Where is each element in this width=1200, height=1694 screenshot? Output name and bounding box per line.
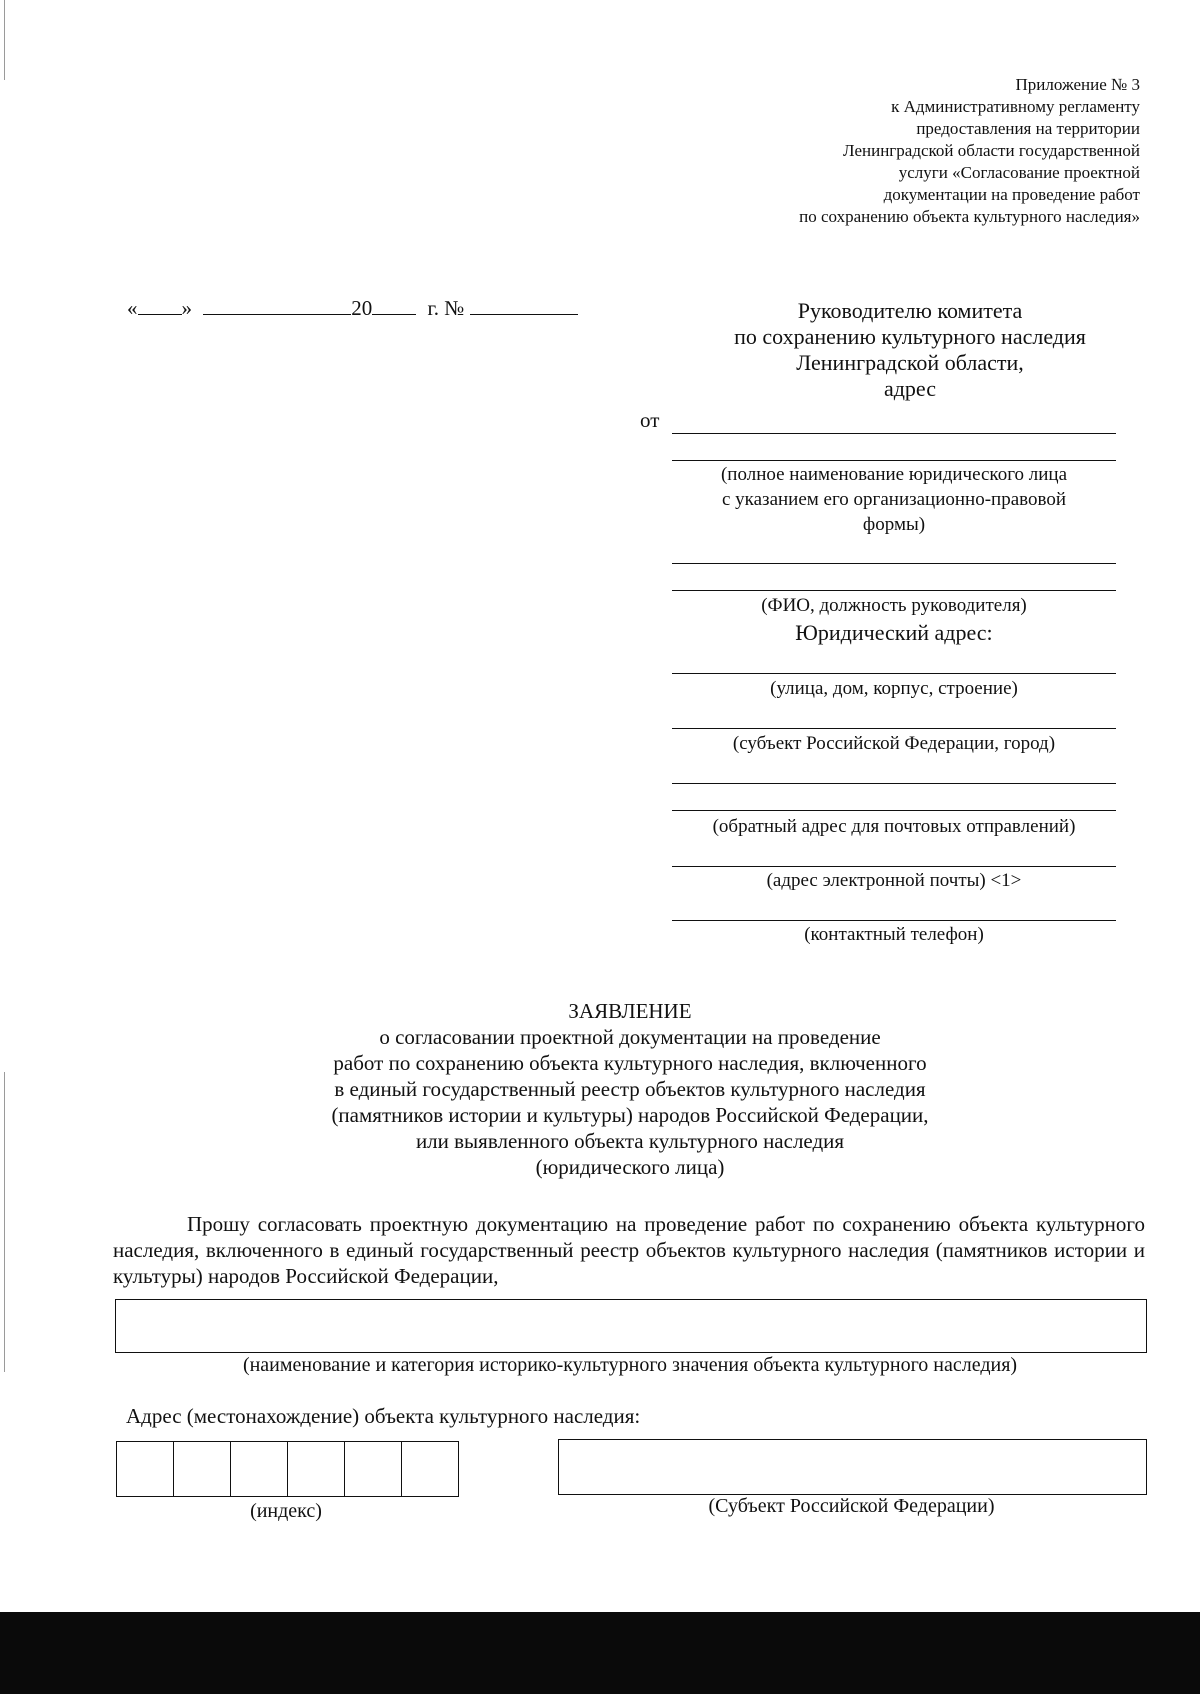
title-line: в единый государственный реестр объектов культурного наследия	[334, 1077, 926, 1101]
scan-edge-middle	[4, 1072, 5, 1372]
year-prefix: 20	[351, 296, 373, 320]
appendix-reference	[660, 74, 1140, 228]
email-caption: (адрес электронной почты) <1>	[766, 870, 1022, 891]
object-name-caption: (наименование и категория историко-культурного значения объекта культурного наследия)	[242, 1354, 1018, 1376]
org-name-line-1[interactable]	[672, 433, 1116, 434]
appendix-line: услуги «Согласование проектной	[898, 163, 1140, 182]
from-label: от	[640, 408, 660, 432]
title-line: о согласовании проектной документации на проведение	[379, 1025, 881, 1049]
org-name-caption	[672, 462, 1116, 537]
index-cell[interactable]	[401, 1441, 459, 1497]
title-line: (памятников истории и культуры) народов Российской Федерации,	[331, 1103, 929, 1127]
org-name-line-2[interactable]	[672, 460, 1116, 461]
region-caption: (Субъект Российской Федерации)	[708, 1495, 995, 1517]
addressee-line: Ленинградской области,	[796, 350, 1024, 375]
appendix-line: документации на проведение работ	[883, 185, 1140, 204]
street-line[interactable]	[672, 673, 1116, 674]
index-cell[interactable]	[344, 1441, 402, 1497]
head-line-2[interactable]	[672, 590, 1116, 591]
postal-line-2[interactable]	[672, 810, 1116, 811]
addressee-line: Руководителю комитета	[797, 298, 1023, 323]
appendix-line: Ленинградской области государственной	[843, 141, 1140, 160]
title-line: или выявленного объекта культурного наследия	[415, 1129, 845, 1153]
email-line[interactable]	[672, 866, 1116, 867]
region-city-caption: (субъект Российской Федерации, город)	[732, 733, 1056, 754]
caption-line: формы)	[862, 514, 926, 535]
day-field[interactable]	[138, 313, 182, 315]
scan-black-border	[0, 1612, 1200, 1694]
addressee-line: по сохранению культурного наследия	[734, 324, 1086, 349]
appendix-line: предоставления на территории	[916, 119, 1140, 138]
appendix-line: по сохранению объекта культурного наследия»	[799, 207, 1140, 226]
scan-edge-top	[4, 0, 5, 80]
index-cell[interactable]	[287, 1441, 345, 1497]
quote-open: «	[127, 296, 138, 320]
title-line: работ по сохранению объекта культурного наследия, включенного	[333, 1051, 927, 1075]
region-box[interactable]	[558, 1439, 1147, 1495]
legal-address-label: Юридический адрес:	[795, 620, 993, 645]
application-title	[220, 998, 1040, 1180]
index-cell[interactable]	[230, 1441, 288, 1497]
street-caption: (улица, дом, корпус, строение)	[770, 678, 1018, 699]
phone-line[interactable]	[672, 920, 1116, 921]
title-heading: ЗАЯВЛЕНИЕ	[568, 999, 692, 1023]
address-label: Адрес (местонахождение) объекта культурного наследия:	[126, 1404, 641, 1428]
request-paragraph: Прошу согласовать проектную документацию на проведение работ по сохранению объекта культурного наследия, включенного в единый государственный реестр объектов культурного наследия (памятников истории и культуры) народов Российской Федерации,	[113, 1212, 1145, 1288]
postal-caption: (обратный адрес для почтовых отправлений)	[712, 816, 1076, 837]
title-line: (юридического лица)	[535, 1155, 725, 1179]
region-city-line[interactable]	[672, 728, 1116, 729]
index-cell[interactable]	[173, 1441, 231, 1497]
postal-line-1[interactable]	[672, 783, 1116, 784]
addressee-line: адрес	[883, 376, 937, 401]
date-number-line	[127, 296, 578, 321]
month-field[interactable]	[203, 313, 351, 315]
head-caption: (ФИО, должность руководителя)	[761, 595, 1027, 616]
head-line-1[interactable]	[672, 563, 1116, 564]
phone-caption: (контактный телефон)	[804, 924, 984, 945]
object-name-box[interactable]	[115, 1299, 1147, 1353]
caption-line: с указанием его организационно-правовой	[722, 489, 1066, 510]
index-caption: (индекс)	[250, 1500, 322, 1522]
document-number-field[interactable]	[470, 313, 578, 315]
appendix-line: к Административному регламенту	[891, 97, 1140, 116]
caption-line: (полное наименование юридического лица	[720, 464, 1068, 485]
postal-index-cells	[116, 1441, 458, 1497]
addressee-block	[700, 298, 1120, 402]
number-label: г. №	[427, 296, 465, 320]
quote-close: »	[181, 296, 192, 320]
appendix-line: Приложение № 3	[1015, 75, 1140, 94]
index-cell[interactable]	[116, 1441, 174, 1497]
year-field[interactable]	[372, 313, 416, 315]
